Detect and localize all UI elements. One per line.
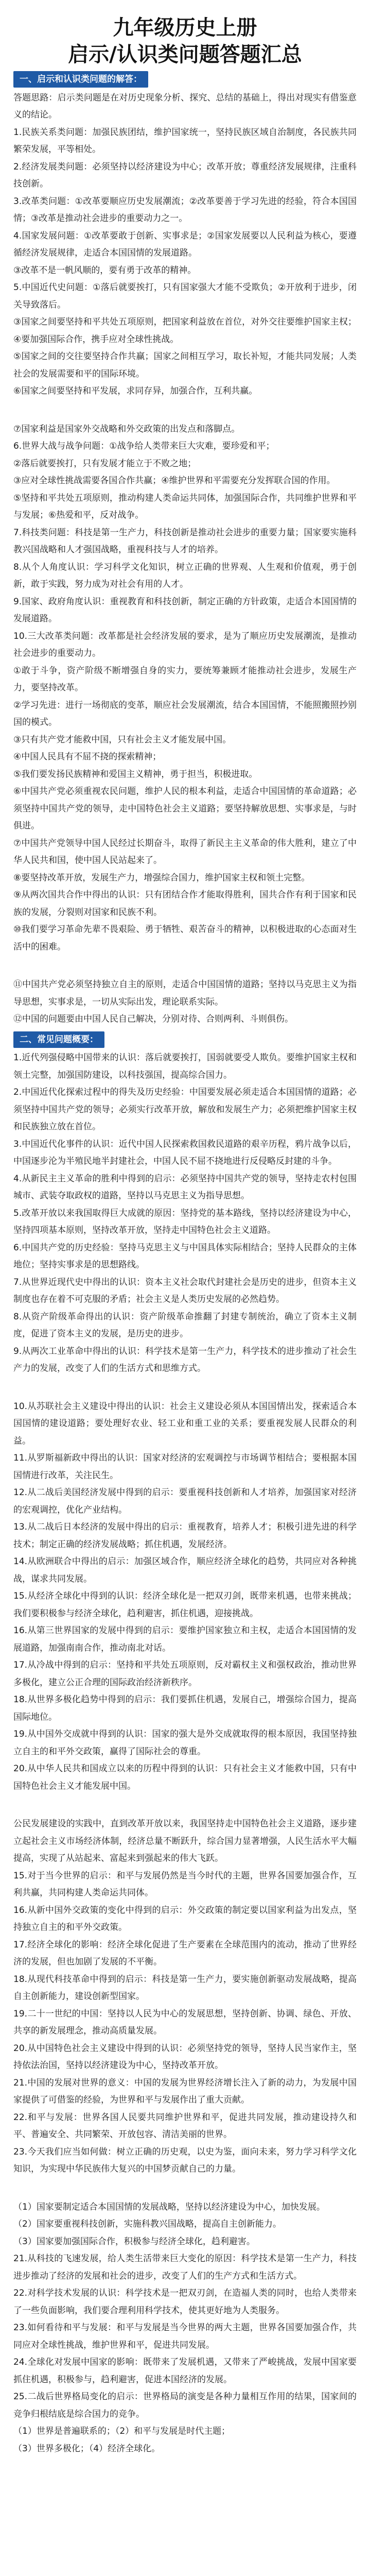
text-line: 20.从中国特色社会主义建设中得到的认识：必须坚持党的领导，坚持人民当家作主，坚持依法治国，坚持以经济建设为中心，坚持改革开放。 — [13, 2043, 357, 2071]
text-line: ⑨从两次国共合作中得出的认识：只有团结合作才能取得胜利，国共合作有利于国家和民族的发展，分裂则对国家和民族不利。 — [13, 890, 357, 918]
document-title — [13, 14, 357, 68]
text-line: 25.二战后世界格局变化的启示：世界格局的演变是各种力量相互作用的结果，国家间的竞争归根结底是综合国力的竞争。 — [13, 2392, 357, 2419]
section-1-label: 一、启示和认识类问题的解答： — [13, 71, 148, 88]
text-line: 19.二十一世纪的中国：坚持以人民为中心的发展思想，坚持创新、协调、绿色、开放、共享的新发展理念，推动高质量发展。 — [13, 2008, 357, 2036]
text-line: ⑥国家之间要坚持和平发展，求同存异，加强合作，互利共赢。 — [13, 386, 258, 396]
text-line: 22.对科学技术发展的认识：科学技术是一把双刃剑，在造福人类的同时，也给人类带来了一些负面影响，我们要合理利用科学技术，使其更好地为人类服务。 — [13, 2288, 357, 2316]
title-line-1: 九年级历史上册 — [113, 16, 257, 40]
text-line: 23.今天我们应当如何做：树立正确的历史观，以史为鉴，面向未来，努力学习科学文化知识，为实现中华民族伟大复兴的中国梦贡献自己的力量。 — [13, 2146, 357, 2174]
text-line: 15.对于当今世界的启示：和平与发展仍然是当今时代的主题，世界各国要加强合作，互利共赢，共同构建人类命运共同体。 — [13, 1870, 357, 1898]
text-line: ③应对全球性挑战需要各国合作共赢；④维护世界和平需要充分发挥联合国的作用。 — [13, 476, 336, 486]
text-line: 14.从欧洲联合中得出的启示：加强区域合作，顺应经济全球化的趋势，共同应对各种挑战，谋求共同发展。 — [13, 1556, 357, 1584]
section-1-body — [13, 90, 357, 400]
text-line: 4.从新民主主义革命的胜利中得到的启示：必须坚持中国共产党的领导，坚持走农村包围城市、武装夺取政权的道路，坚持以马克思主义为指导思想。 — [13, 1173, 357, 1201]
text-line: 1.民族关系类问题：加强民族团结，维护国家统一，坚持民族区域自治制度，各民族共同繁荣发展，平等相处。 — [13, 127, 357, 155]
text-line: 8.从资产阶级革命得出的认识：资产阶级革命推翻了封建专制统治，确立了资本主义制度，促进了资本主义的发展，是历史的进步。 — [13, 1311, 357, 1339]
text-line: 2.经济发展类问题：必须坚持以经济建设为中心；改革开放；尊重经济发展规律，注重科技创新。 — [13, 161, 357, 189]
spacer — [13, 1378, 357, 1398]
text-line: 17.从冷战中得到的启示：坚持和平共处五项原则，反对霸权主义和强权政治，推动世界多极化，建立公正合理的国际政治经济新秩序。 — [13, 1660, 357, 1688]
section-2-header — [13, 1031, 357, 1049]
text-line: ③只有共产党才能救中国，只有社会主义才能发展中国。 — [13, 734, 232, 745]
text-line: 21.从科技的飞速发展，给人类生活带来巨大变化的原因：科学技术是第一生产力，科技进步推动了经济的发展和社会的进步，改变了人们的生产方式和生活方式。 — [13, 2253, 357, 2281]
spacer — [13, 2178, 357, 2199]
text-line: （3）世界多极化；（4）经济全球化。 — [13, 2443, 161, 2454]
text-line: 21.中国的发展对世界的意义：中国的发展为世界经济增长注入了新的动力，为发展中国家提供了可借鉴的经验，为世界和平与发展作出了重大贡献。 — [13, 2077, 357, 2105]
text-line: 23.如何看待和平与发展：和平与发展是当今世界的两大主题，世界各国要加强合作，共同应对全球性挑战，维护世界和平，促进共同发展。 — [13, 2323, 357, 2350]
text-line: （2）国家要重视科技创新，实施科教兴国战略，提高自主创新能力。 — [13, 2219, 281, 2229]
text-line: ⑪中国共产党必须坚持独立自主的原则，走适合中国国情的道路；坚持以马克思主义为指导思想，实事求是，一切从实际出发，理论联系实际。 — [13, 979, 357, 1007]
text-line: ⑥中国共产党必须重视农民问题，维护人民的根本利益，走适合中国国情的革命道路；必须坚持中国共产党的领导，走中国特色社会主义道路；要坚持解放思想、实事求是，与时俱进。 — [13, 786, 357, 831]
text-line: 10.三大改革类问题：改革都是社会经济发展的要求，是为了顺应历史发展潮流，是推动社会进步的重要动力。 — [13, 631, 357, 658]
text-line: 6.中国共产党的历史经验：坚持马克思主义与中国具体实际相结合；坚持人民群众的主体地位；坚持实事求是的思想路线。 — [13, 1242, 357, 1270]
text-line: 13.从二战后日本经济的发展中得出的启示：重视教育，培养人才；积极引进先进的科学技术；制定正确的经济发展战略；抓住机遇，发展经济。 — [13, 1522, 357, 1550]
text-line: ⑩我们要学习革命先辈不畏艰险、勇于牺牲、艰苦奋斗的精神，以积极进取的心态面对生活中的困难。 — [13, 924, 357, 952]
text-line: 5.改革开放以来我国取得巨大成就的原因：坚持党的基本路线，坚持以经济建设为中心，坚持四项基本原则，坚持改革开放，坚持走中国特色社会主义道路。 — [13, 1208, 357, 1235]
text-line: 2.中国近代化探索过程中的得失及历史经验：中国要发展必须走适合本国国情的道路；必须坚持中国共产党的领导；必须实行改革开放，解放和发展生产力；必须把维护国家主权和民族独立放在首位。 — [13, 1087, 357, 1132]
text-line: （1）世界是普遍联系的；（2）和平与发展是时代主题； — [13, 2426, 231, 2436]
text-line: 9.从两次工业革命中得出的认识：科学技术是第一生产力，科学技术的进步推动了社会生产力的发展，改变了人们的生活方式和思维方式。 — [13, 1346, 357, 1374]
text-line: 7.从世界近现代史中得出的认识：资本主义社会取代封建社会是历史的进步，但资本主义制度也存在着不可克服的矛盾；社会主义是人类历史发展的必然趋势。 — [13, 1277, 357, 1304]
text-line: 17.经济全球化的影响：经济全球化促进了生产要素在全球范围内的流动，推动了世界经济的发展，但也加剧了发展的不平衡。 — [13, 1939, 357, 1967]
section-1-more — [13, 421, 357, 663]
title-line-2: 启示/认识类问题答题汇总 — [68, 43, 302, 66]
text-line: 答题思路：启示类问题是在对历史现象分析、探究、总结的基础上，得出对现实有借鉴意义的结论。 — [13, 92, 357, 120]
section-5-body — [13, 2199, 357, 2458]
text-line: 18.从世界多极化趋势中得到的启示：我们要抓住机遇，发展自己，增强综合国力，提高国际地位。 — [13, 1694, 357, 1722]
text-line: 16.从新中国外交政策的变化中得到的启示：外交政策的制定要以国家利益为出发点，坚持独立自主的和平外交政策。 — [13, 1905, 357, 1933]
section-3-body — [13, 1398, 357, 1795]
text-line: ⑦中国共产党领导中国人民经过长期奋斗，取得了新民主主义革命的伟大胜利，建立了中华人民共和国，使中国人民站起来了。 — [13, 838, 357, 866]
text-line: 11.从罗斯福新政中得出的认识：国家对经济的宏观调控与市场调节相结合；要根据本国国情进行改革，关注民生。 — [13, 1453, 357, 1481]
text-line: （3）国家要加强国际合作，积极参与经济全球化，趋利避害。 — [13, 2236, 255, 2247]
text-line: 4.国家发展问题：①改革要敢于创新、实事求是；②国家发展要以人民利益为核心，要遵循经济发展规律，走适合本国国情的发展道路。 — [13, 230, 357, 258]
text-line: 5.中国近代史问题：①落后就要挨打，只有国家强大才能不受欺负；②开放利于进步，闭关导致落后。 — [13, 282, 357, 310]
text-line: ⑫中国的问题要由中国人民自己解决，分别对待、合则两利、斗则俱伤。 — [13, 1014, 293, 1024]
section-2-body — [13, 1049, 357, 1378]
spacer — [13, 1795, 357, 1816]
text-line: 1.近代列强侵略中国带来的认识：落后就要挨打，国弱就要受人欺负。要维护国家主权和领土完整，加强国防建设，以科技强国，提高综合国力。 — [13, 1053, 357, 1080]
spacer — [13, 400, 357, 421]
spacer — [13, 956, 357, 976]
text-line: ②学习先进：进行一场彻底的变革，顺应社会发展潮流，结合本国国情，不能照搬照抄别国的模式。 — [13, 700, 357, 727]
text-line: ⑤坚持和平共处五项原则，推动构建人类命运共同体，加强国际合作，共同维护世界和平与发展；⑥热爱和平，反对战争。 — [13, 493, 357, 520]
section-1-continued — [13, 663, 357, 956]
text-line: ⑧要坚持改革开放，发展生产力，增强综合国力，维护国家主权和领土完整。 — [13, 872, 310, 883]
text-line: 9.国家、政府角度认识：重视教育和科技创新，制定正确的方针政策，走适合本国国情的发展道路。 — [13, 596, 357, 624]
text-line: 22.和平与发展：世界各国人民要共同维护世界和平，促进共同发展，推动建设持久和平、普遍安全、共同繁荣、开放包容、清洁美丽的世界。 — [13, 2112, 357, 2140]
text-line: ⑤我们要发扬民族精神和爱国主义精神，勇于担当，积极进取。 — [13, 769, 258, 779]
text-line: 16.从第三世界国家的发展中得到的启示：要维护国家独立和主权，走适合本国国情的发展道路，加强南南合作，推动南北对话。 — [13, 1625, 357, 1653]
section-2-label: 二、常见问题概要： — [13, 1031, 104, 1048]
text-line: 6.世界大战与战争问题：①战争给人类带来巨大灾难，要珍爱和平； — [13, 441, 275, 451]
text-line: 19.从中国外交成就中得到的认识：国家的强大是外交成就取得的根本原因，我国坚持独立自主的和平外交政策，赢得了国际社会的尊重。 — [13, 1729, 357, 1757]
text-line: ③改革不是一帆风顺的，要有勇于改革的精神。 — [13, 265, 197, 276]
text-line: （1）国家要制定适合本国国情的发展战略，坚持以经济建设为中心，加快发展。 — [13, 2201, 325, 2212]
text-line: ③国家之间要坚持和平共处五项原则，把国家利益放在首位，对外交往要维护国家主权；④要加强国际合作，携手应对全球性挑战。 — [13, 317, 357, 345]
text-line: ⑦国家利益是国家外交战略和外交政策的出发点和落脚点。 — [13, 423, 240, 434]
text-line: 8.从个人角度认识：学习科学文化知识，树立正确的世界观、人生观和价值观，勇于创新，敢于实践，努力成为对社会有用的人才。 — [13, 562, 357, 589]
text-line: 12.从二战后美国经济发展中得到的启示：要重视科技创新和人才培养，加强国家对经济的宏观调控，优化产业结构。 — [13, 1487, 357, 1515]
text-line: 20.从中华人民共和国成立以来的历程中得到的认识：只有社会主义才能救中国，只有中国特色社会主义才能发展中国。 — [13, 1764, 357, 1791]
section-2-intro — [13, 976, 357, 1028]
text-line: 24.全球化对发展中国家的影响：既带来了发展机遇，又带来了严峻挑战，发展中国家要抓住机遇，积极参与，趋利避害，促进本国经济的发展。 — [13, 2357, 357, 2385]
text-line: 3.改革类问题：①改革要顺应历史发展潮流；②改革要善于学习先进的经验，符合本国国情；③改革是推动社会进步的重要动力之一。 — [13, 196, 357, 224]
text-line: 10.从苏联社会主义建设中得出的认识：社会主义建设必须从本国国情出发，探索适合本国国情的建设道路；要处理好农业、轻工业和重工业的关系；要重视发展人民群众的利益。 — [13, 1401, 357, 1446]
text-line: 15.从经济全球化中得到的认识：经济全球化是一把双刃剑，既带来机遇，也带来挑战；我们要积极参与经济全球化，趋利避害，抓住机遇，迎接挑战。 — [13, 1591, 357, 1619]
text-line: ⑤国家之间的交往要坚持合作共赢；国家之间相互学习，取长补短，才能共同发展；人类社会的发展需要和平的国际环境。 — [13, 351, 357, 379]
text-line: 公民发展建设的实践中，直到改革开放以来，我国坚持走中国特色社会主义道路，逐步建立起社会主义市场经济体制，经济总量不断跃升，综合国力显著增强，人民生活水平大幅提高，实现了从站起来、富起来到强起来的伟大飞跃。 — [13, 1819, 357, 1863]
section-4-body — [13, 1816, 357, 2178]
text-line: 3.中国近代化事件的认识：近代中国人民探索救国救民道路的艰辛历程，鸦片战争以后，中国逐步沦为半殖民地半封建社会，中国人民不屈不挠地进行反侵略反封建的斗争。 — [13, 1139, 357, 1166]
text-line: 7.科技类问题：科技是第一生产力，科技创新是推动社会进步的重要力量；国家要实施科教兴国战略和人才强国战略，重视科技与人才的培养。 — [13, 527, 357, 555]
text-line: 18.从现代科技革命中得到的启示：科技是第一生产力，要实施创新驱动发展战略，提高自主创新能力，建设创新型国家。 — [13, 1974, 357, 2002]
text-line: ④中国人民具有不屈不挠的探索精神； — [13, 752, 162, 762]
text-line: ①敢于斗争，资产阶级不断增强自身的实力，要统筹兼顾才能推动社会进步，发展生产力，要坚持改革。 — [13, 665, 357, 693]
text-line: ②落后就要挨打，只有发展才能立于不败之地； — [13, 458, 197, 469]
section-1-header — [13, 71, 357, 89]
